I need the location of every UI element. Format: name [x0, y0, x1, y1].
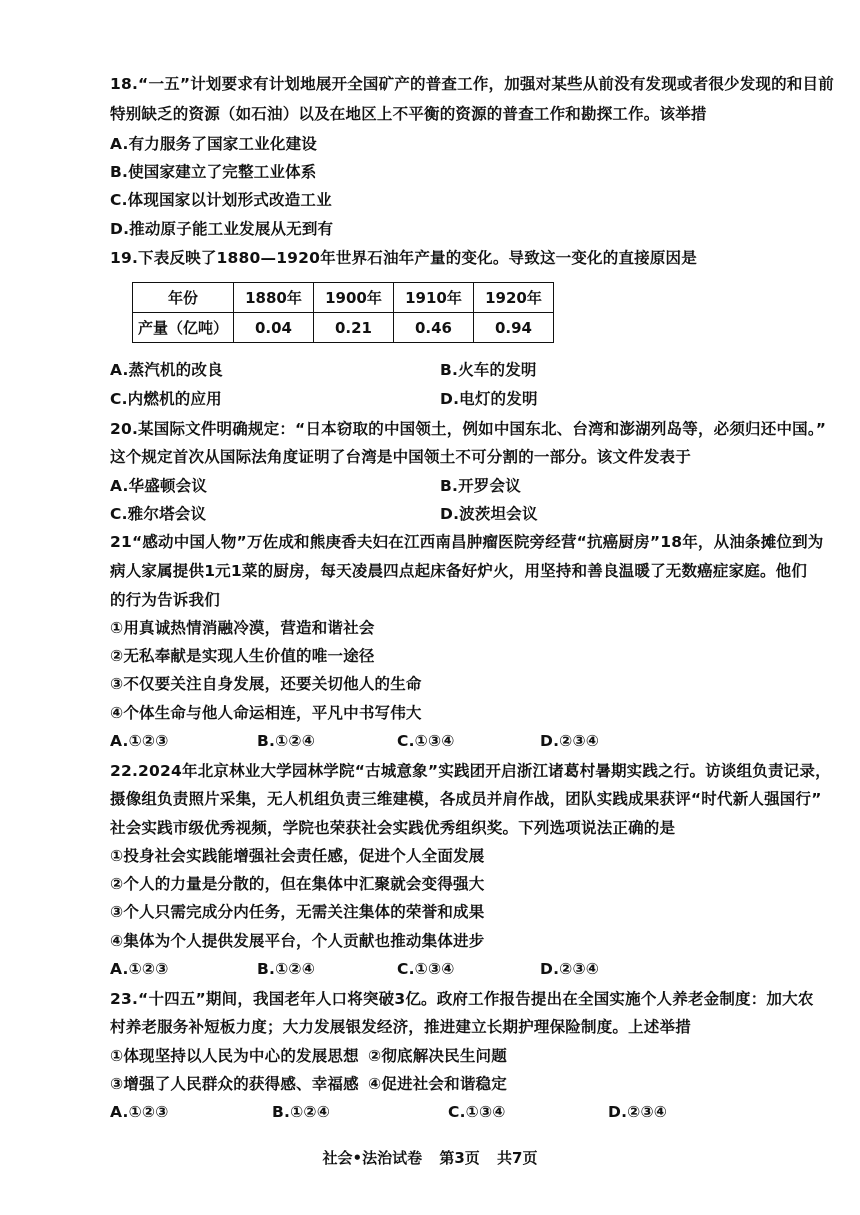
- q22-item-2: ②个人的力量是分散的，但在集体中汇聚就会变得强大: [110, 875, 485, 893]
- q22-option-a: A.①②③: [110, 960, 169, 978]
- q22-item-4: ④集体为个人提供发展平台，个人贡献也推动集体进步: [110, 932, 485, 950]
- q21-stem-line-2: 病人家属提供1元1菜的厨房，每天凌晨四点起床备好炉火，用坚持和善良温暖了无数癌症家庭。他们: [110, 562, 808, 580]
- q20-option-a: A.华盛顿会议: [110, 477, 208, 495]
- q22-stem-line-1: 22.2024年北京林业大学园林学院“古城意象”实践团开启浙江诸葛村暑期实践之行。访谈组负责记录，: [110, 762, 831, 780]
- q23-option-d: D.②③④: [608, 1103, 668, 1121]
- q23-item-3: ③增强了人民群众的获得感、幸福感: [110, 1075, 359, 1093]
- table-header-cell: 1900年: [314, 283, 394, 313]
- q23-stem-line-1: 23.“十四五”期间，我国老年人口将突破3亿。政府工作报告提出在全国实施个人养老金制度：加大农: [110, 990, 814, 1008]
- q23-stem-line-2: 村养老服务补短板力度；大力发展银发经济，推进建立长期护理保险制度。上述举措: [110, 1018, 691, 1036]
- q19-option-d: D.电灯的发明: [440, 390, 538, 408]
- q18-stem-line-2: 特别缺乏的资源（如石油）以及在地区上不平衡的资源的普查工作和勘探工作。该举措: [110, 105, 707, 123]
- footer-subject: 社会•法治试卷: [322, 1149, 423, 1167]
- table-row: [133, 313, 554, 343]
- q22-item-3: ③个人只需完成分内任务，无需关注集体的荣誉和成果: [110, 903, 485, 921]
- q19-option-a: A.蒸汽机的改良: [110, 361, 223, 379]
- table-row: [133, 283, 554, 313]
- q21-option-d: D.②③④: [540, 732, 600, 750]
- q23-item-2: ②彻底解决民生问题: [368, 1047, 507, 1065]
- q18-option-d: D.推动原子能工业发展从无到有: [110, 220, 334, 238]
- footer-total-pages: 共7页: [497, 1149, 538, 1167]
- table-header-cell: 1910年: [394, 283, 474, 313]
- table-header-cell: 年份: [133, 283, 234, 313]
- q21-option-b: B.①②④: [257, 732, 316, 750]
- q22-item-1: ①投身社会实践能增强社会责任感，促进个人全面发展: [110, 847, 485, 865]
- q18-stem-line-1: 18.“一五”计划要求有计划地展开全国矿产的普查工作，加强对某些从前没有发现或者很少发现的和目前: [110, 75, 834, 93]
- q21-item-1: ①用真诚热情消融冷漠，营造和谐社会: [110, 619, 375, 637]
- q23-option-a: A.①②③: [110, 1103, 169, 1121]
- table-header-cell: 1920年: [474, 283, 554, 313]
- q21-stem-line-1: 21“感动中国人物”万佐成和熊庚香夫妇在江西南昌肿瘤医院旁经营“抗癌厨房”18年，从油条摊位到为: [110, 533, 824, 551]
- q22-option-d: D.②③④: [540, 960, 600, 978]
- q22-option-b: B.①②④: [257, 960, 316, 978]
- q19-stem: 19.下表反映了1880—1920年世界石油年产量的变化。导致这一变化的直接原因是: [110, 249, 697, 267]
- q21-stem-line-3: 的行为告诉我们: [110, 591, 220, 609]
- q19-option-b: B.火车的发明: [440, 361, 537, 379]
- page-footer: [0, 1147, 860, 1168]
- table-cell: 0.94: [474, 313, 554, 343]
- q20-option-b: B.开罗会议: [440, 477, 521, 495]
- q21-option-c: C.①③④: [397, 732, 455, 750]
- q23-option-b: B.①②④: [272, 1103, 331, 1121]
- q21-item-3: ③不仅要关注自身发展，还要关切他人的生命: [110, 675, 422, 693]
- q18-option-a: A.有力服务了国家工业化建设: [110, 135, 317, 153]
- q22-stem-line-3: 社会实践市级优秀视频，学院也荣获社会实践优秀组织奖。下列选项说法正确的是: [110, 819, 676, 837]
- table-cell: 0.46: [394, 313, 474, 343]
- oil-production-table: [132, 282, 554, 343]
- q20-option-d: D.波茨坦会议: [440, 505, 538, 523]
- q22-stem-line-2: 摄像组负责照片采集，无人机组负责三维建模，各成员并肩作战，团队实践成果获评“时代新人强国行”: [110, 790, 822, 808]
- q21-item-4: ④个体生命与他人命运相连，平凡中书写伟大: [110, 704, 422, 722]
- q19-option-c: C.内燃机的应用: [110, 390, 222, 408]
- q23-option-c: C.①③④: [448, 1103, 506, 1121]
- q20-option-c: C.雅尔塔会议: [110, 505, 207, 523]
- table-cell: 0.04: [234, 313, 314, 343]
- q20-stem-line-1: 20.某国际文件明确规定：“日本窃取的中国领土，例如中国东北、台湾和澎湖列岛等，必须归还中国。”: [110, 420, 827, 438]
- q21-item-2: ②无私奉献是实现人生价值的唯一途径: [110, 647, 375, 665]
- table-header-cell: 1880年: [234, 283, 314, 313]
- q23-item-4: ④促进社会和谐稳定: [368, 1075, 507, 1093]
- q20-stem-line-2: 这个规定首次从国际法角度证明了台湾是中国领土不可分割的一部分。该文件发表于: [110, 448, 691, 466]
- q22-option-c: C.①③④: [397, 960, 455, 978]
- footer-page-number: 第3页: [439, 1149, 480, 1167]
- q21-option-a: A.①②③: [110, 732, 169, 750]
- q23-item-1: ①体现坚持以人民为中心的发展思想: [110, 1047, 359, 1065]
- q18-option-b: B.使国家建立了完整工业体系: [110, 163, 317, 181]
- q18-option-c: C.体现国家以计划形式改造工业: [110, 191, 332, 209]
- table-cell: 产量（亿吨）: [133, 313, 234, 343]
- table-cell: 0.21: [314, 313, 394, 343]
